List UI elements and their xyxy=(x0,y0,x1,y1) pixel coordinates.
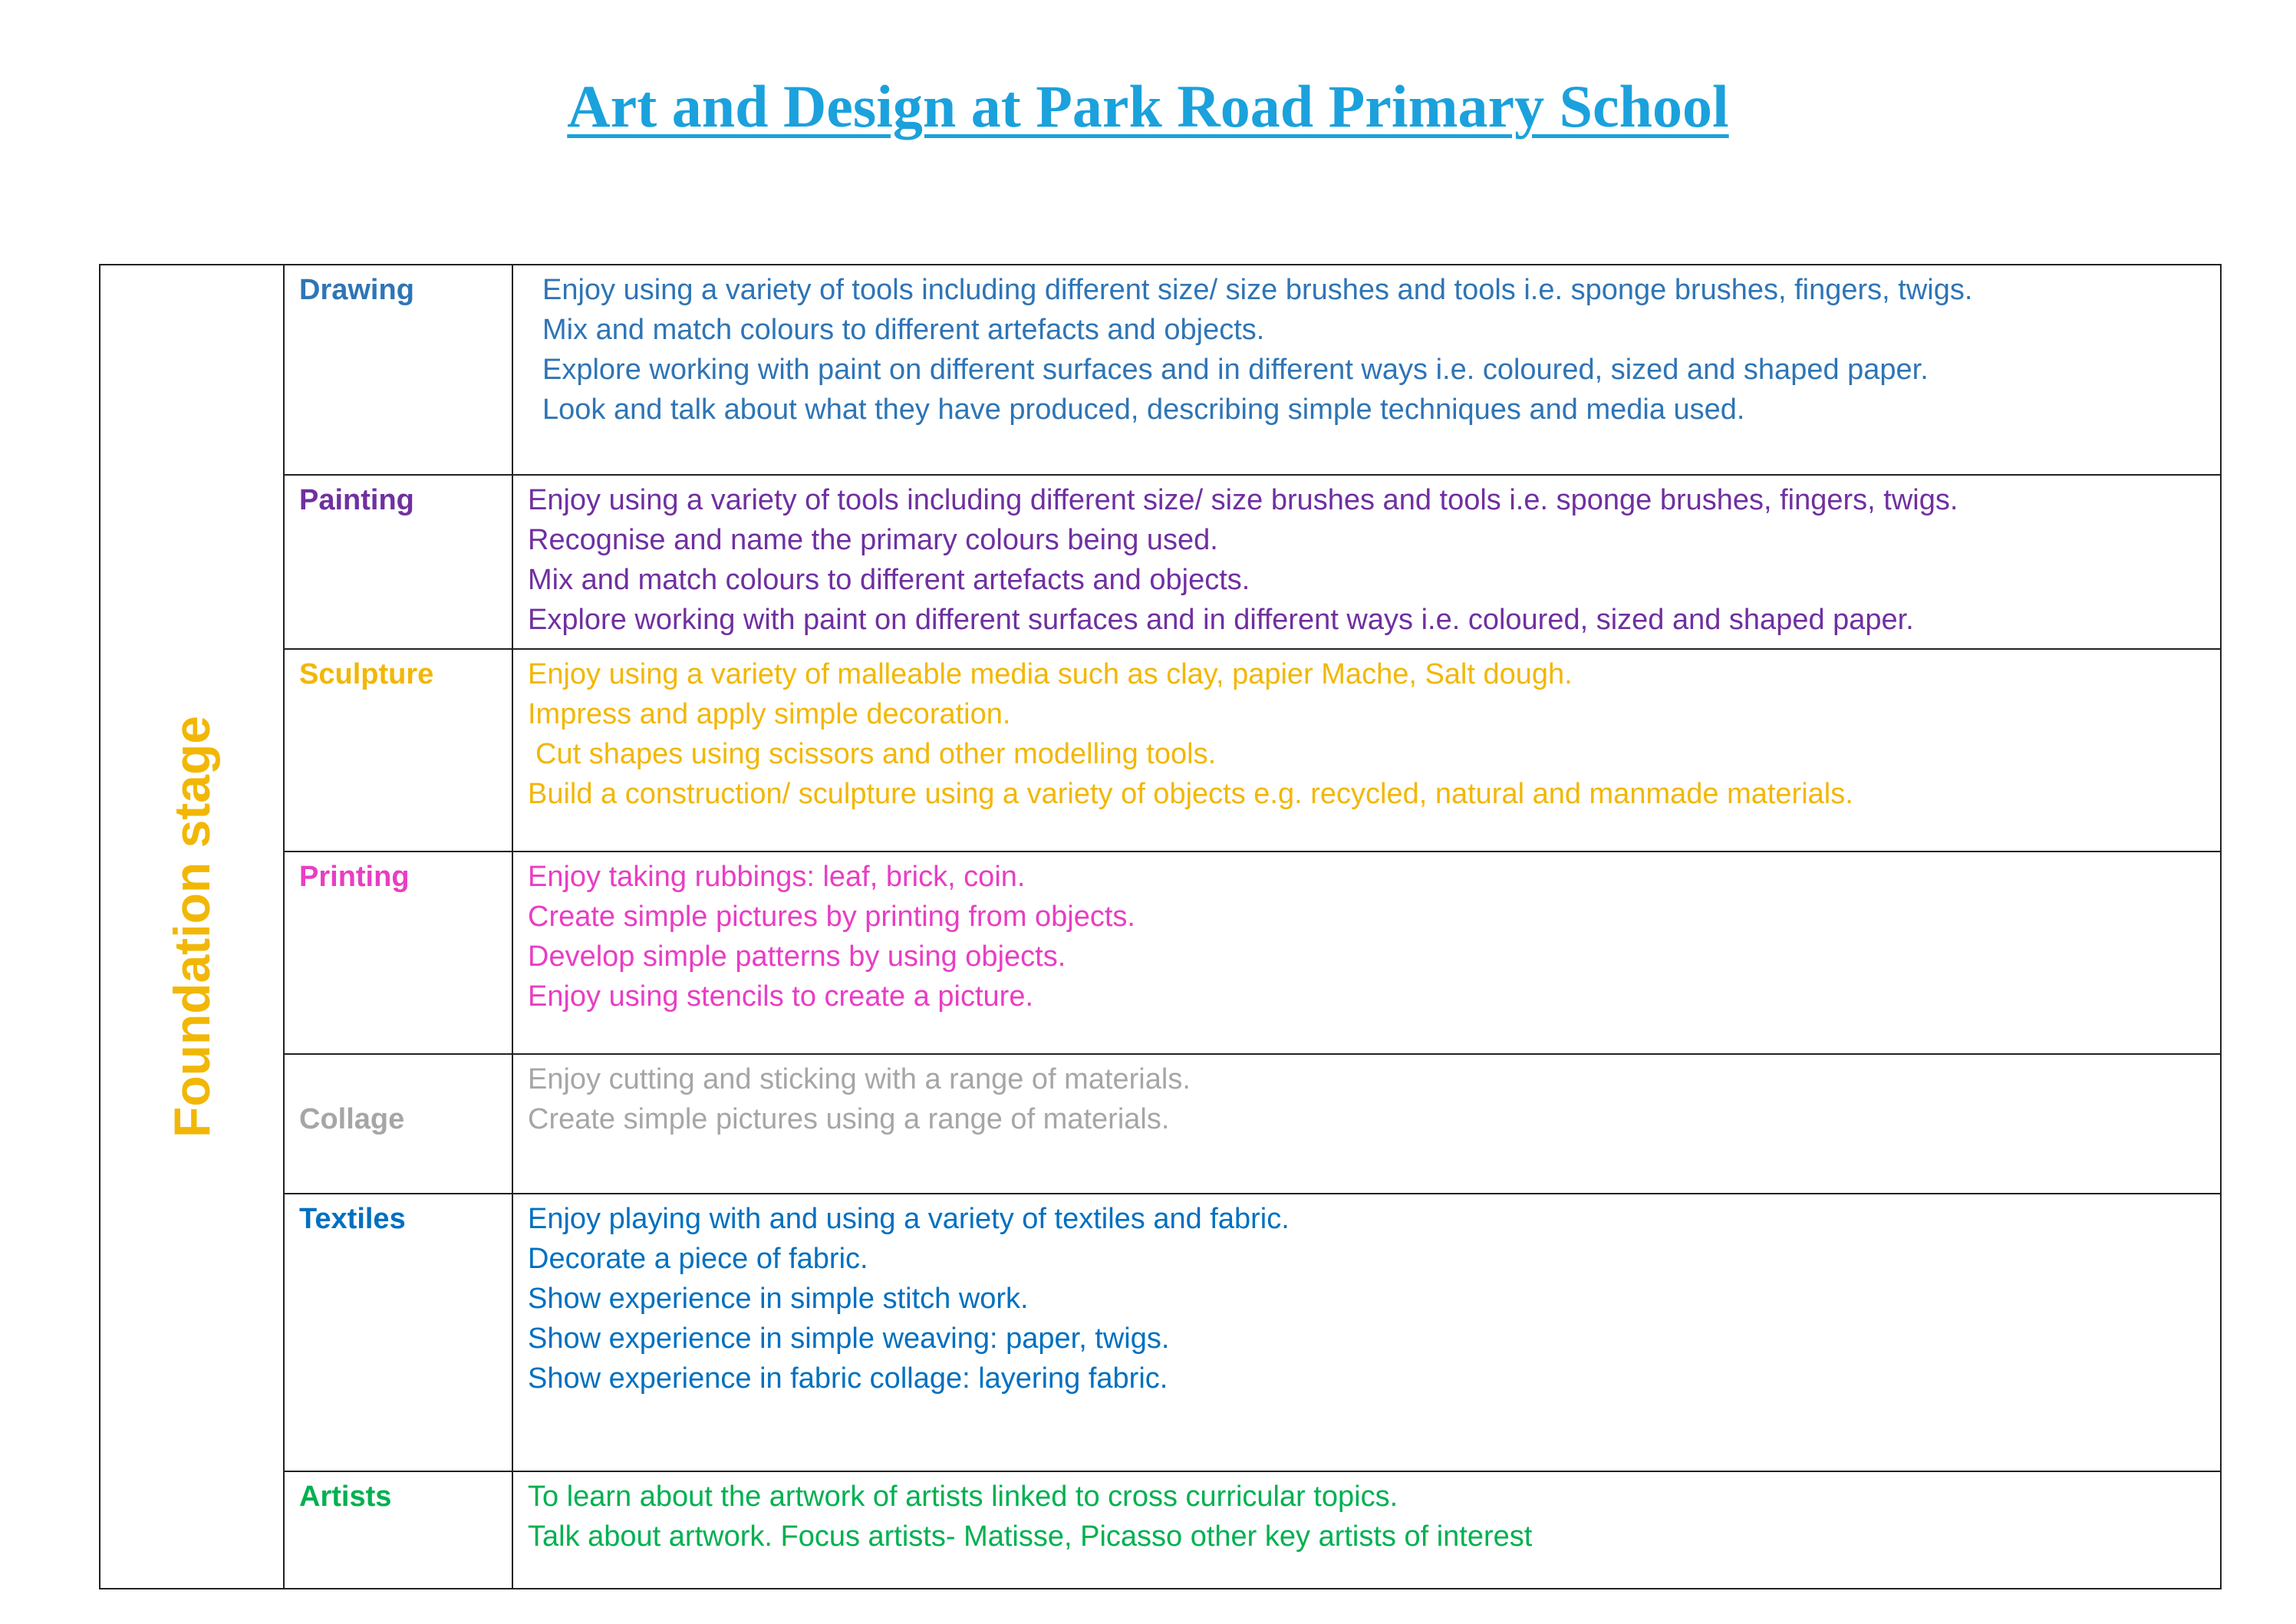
items-cell xyxy=(512,649,2221,852)
items-cell xyxy=(512,265,2221,475)
curriculum-table xyxy=(99,264,2222,1589)
list-item: Enjoy using a variety of tools including different size/ size brushes and tools i.e. sponge brushes, fingers, twigs. xyxy=(542,274,1973,306)
list-item: Explore working with paint on different surfaces and in different ways i.e. coloured, sized and shaped paper. xyxy=(542,354,1929,386)
list-item: Enjoy using a variety of malleable media such as clay, papier Mache, Salt dough. xyxy=(528,658,1573,690)
list-item: Create simple pictures by printing from objects. xyxy=(528,901,1135,933)
table-row xyxy=(100,649,2221,852)
list-item: Create simple pictures using a range of materials. xyxy=(528,1103,1170,1135)
items-cell xyxy=(512,1194,2221,1471)
table-row xyxy=(100,475,2221,649)
table-row xyxy=(100,1471,2221,1589)
list-item: Cut shapes using scissors and other modelling tools. xyxy=(535,738,1217,770)
list-item: Impress and apply simple decoration. xyxy=(528,698,1011,730)
category-drawing: Drawing xyxy=(299,274,414,306)
list-item: Enjoy using stencils to create a picture. xyxy=(528,980,1034,1013)
table-row xyxy=(100,265,2221,475)
list-item: Mix and match colours to different artefacts and objects. xyxy=(542,314,1265,346)
category-cell xyxy=(284,1471,512,1589)
stage-label: Foundation stage xyxy=(163,716,220,1138)
category-cell xyxy=(284,475,512,649)
category-collage: Collage xyxy=(299,1103,405,1135)
items-cell xyxy=(512,1471,2221,1589)
category-sculpture: Sculpture xyxy=(299,658,434,690)
items-cell xyxy=(512,1054,2221,1194)
category-painting: Painting xyxy=(299,484,414,516)
list-item: Show experience in fabric collage: layering fabric. xyxy=(528,1362,1168,1395)
list-item: Talk about artwork. Focus artists- Matisse, Picasso other key artists of interest xyxy=(528,1520,1533,1553)
category-cell xyxy=(284,1054,512,1194)
list-item: Mix and match colours to different artefacts and objects. xyxy=(528,564,1250,596)
list-item: Decorate a piece of fabric. xyxy=(528,1243,868,1275)
category-cell xyxy=(284,649,512,852)
table-row xyxy=(100,1054,2221,1194)
items-cell xyxy=(512,852,2221,1054)
items-cell xyxy=(512,475,2221,649)
list-item: Recognise and name the primary colours being used. xyxy=(528,524,1218,556)
list-item: Explore working with paint on different surfaces and in different ways i.e. coloured, sized and shaped paper. xyxy=(528,604,1914,636)
category-artists: Artists xyxy=(299,1481,392,1513)
list-item: Enjoy cutting and sticking with a range of materials. xyxy=(528,1063,1191,1095)
list-item: Build a construction/ sculpture using a variety of objects e.g. recycled, natural and manmade materials. xyxy=(528,778,1853,810)
list-item: Enjoy playing with and using a variety of textiles and fabric. xyxy=(528,1203,1290,1235)
list-item: Develop simple patterns by using objects. xyxy=(528,940,1066,973)
list-item: Show experience in simple weaving: paper, twigs. xyxy=(528,1323,1170,1355)
list-item: Enjoy using a variety of tools including different size/ size brushes and tools i.e. sponge brushes, fingers, twigs. xyxy=(528,484,1958,516)
table-row xyxy=(100,852,2221,1054)
stage-cell xyxy=(100,265,284,1589)
category-cell xyxy=(284,265,512,475)
list-item: Enjoy taking rubbings: leaf, brick, coin. xyxy=(528,861,1026,893)
list-item: Show experience in simple stitch work. xyxy=(528,1283,1029,1315)
category-cell xyxy=(284,852,512,1054)
category-cell xyxy=(284,1194,512,1471)
list-item: Look and talk about what they have produced, describing simple techniques and media used. xyxy=(542,394,1745,426)
table-row xyxy=(100,1194,2221,1471)
category-textiles: Textiles xyxy=(299,1203,406,1235)
page-title: Art and Design at Park Road Primary School xyxy=(567,73,1729,140)
list-item: To learn about the artwork of artists linked to cross curricular topics. xyxy=(528,1481,1398,1513)
category-printing: Printing xyxy=(299,861,410,893)
